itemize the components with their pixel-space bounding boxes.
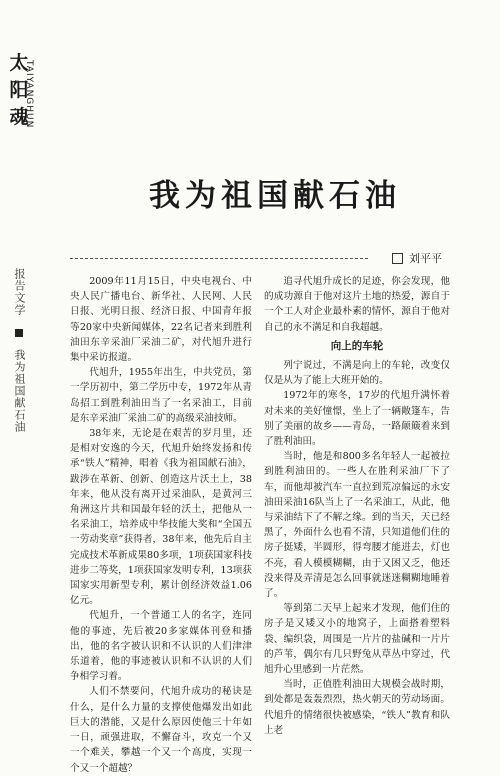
square-outline-icon xyxy=(392,253,403,264)
section-label xyxy=(10,268,28,433)
paragraph: 等到第二天早上起来才发现，他们住的房子是又矮又小的地窝子，上面搭着塑料袋、编织袋，周围是一片片的盐碱和一片片的芦苇，偶尔有几只野兔从草丛中穿过，代旭升心里感到一片茫然。 xyxy=(264,603,450,676)
byline-divider xyxy=(70,258,368,259)
paragraph: 追寻代旭升成长的足迹，你会发现，他的成功源自于他对这片土地的热爱，源自于一个工人对企业最朴素的情怀，源自于他对自己的永不满足和自我超越。 xyxy=(264,276,450,333)
section-heading: 向上的车轮 xyxy=(330,339,384,352)
column-title-latin: TAIYANGHUN xyxy=(24,60,34,129)
body-column-left xyxy=(70,274,252,776)
byline xyxy=(392,250,442,266)
column-sidebar xyxy=(0,0,38,702)
paragraph: 1972年的寒冬，17岁的代旭升满怀着对未来的美好憧憬，坐上了一辆敞篷车，告别了美丽的故乡——青岛，一路颠簸着来到了胜利油田。 xyxy=(264,390,450,448)
paragraph: 当时，正值胜利油田大规模会战时期，到处都是轰轰烈烈，热火朝天的劳动场面。代旭升的情绪很快被感染，“铁人”教育和队上老 xyxy=(264,679,450,736)
paragraph: 代旭升，1955年出生，中共党员，第一学历初中，第二学历中专，1972年从青岛招工到胜利油田当了一名采油工，目前是东辛采油厂采油二矿的高级采油技师。 xyxy=(70,367,252,424)
byline-row xyxy=(70,250,486,266)
paragraph: 38年来，无论是在艰苦的岁月里，还是相对安逸的今天，代旭升始终发扬和传承“铁人”精神，唱着《我为祖国献石油》，跋涉在革新、创新、创造这片沃土上，38年来，他从没有离开过采油队，是黄河三角洲这片共和国最年轻的沃土，把他从一名采油工，培养成中华技能大奖和“全国五一劳动奖章”获得者，38年来，他先后自主完成技术革新成果80多项，1项获国家科技进步二等奖，1项获国家发明专利，13项获国家实用新型专利，累计创经济效益1.06亿元。 xyxy=(70,428,252,607)
section-genre: 报告文学 xyxy=(13,268,26,316)
column-title-char: 魂 xyxy=(9,106,29,128)
paragraph: 人们不禁要问，代旭升成功的秘诀是什么，是什么力量的支撑使他爆发出如此巨大的潜能，又是什么原因使他三十年如一日，顽强进取，不懈奋斗，攻克一个又一个难关，攀越一个又一个高度，实现一个又一个超越？ xyxy=(70,686,252,774)
body-column-right xyxy=(264,274,450,738)
article-title: 我为祖国献石油 xyxy=(149,178,401,214)
section-article-name: 我为祖国献石油 xyxy=(13,349,26,433)
column-title-char: 太 xyxy=(9,52,29,74)
paragraph: 代旭升，一个普通工人的名字，连同他的事迹，先后被20多家媒体刊登和播出，他的名字被认识和不认识的人们津津乐道着，他的事迹被认识和不认识的人们争相学习着。 xyxy=(70,610,252,683)
author-name: 刘平平 xyxy=(409,252,442,265)
column-title-char: 阳 xyxy=(9,79,29,101)
paragraph: 当时，他是和800多名年轻人一起被拉到胜利油田的。一些人在胜利采油厂下了车，而他却被汽车一直拉到荒凉偏远的永安油田采油16队当上了一名采油工，从此，他与采油结下了不解之缘。到的当天，天已经黑了，外面什么也看不清，只知道他们住的房子挺矮，半圆形，得弯腰才能进去，灯也不亮，看人模模糊糊，由于又困又乏，他还没来得及弄清是怎么回事就迷迷糊糊地睡着了。 xyxy=(264,451,450,600)
paragraph: 列宁说过，不满是向上的车轮，改变仅仅是从为了能上大班开始的。 xyxy=(264,360,450,387)
square-bullet-icon xyxy=(15,329,23,337)
paragraph: 2009年11月15日，中央电视台、中央人民广播电台、新华社、人民网、人民日报、光明日报、经济日报、中国青年报等20家中央新闻媒体，22名记者来到胜利油田东辛采油厂采油二矿，对代旭升进行集中采访报道。 xyxy=(70,276,252,364)
